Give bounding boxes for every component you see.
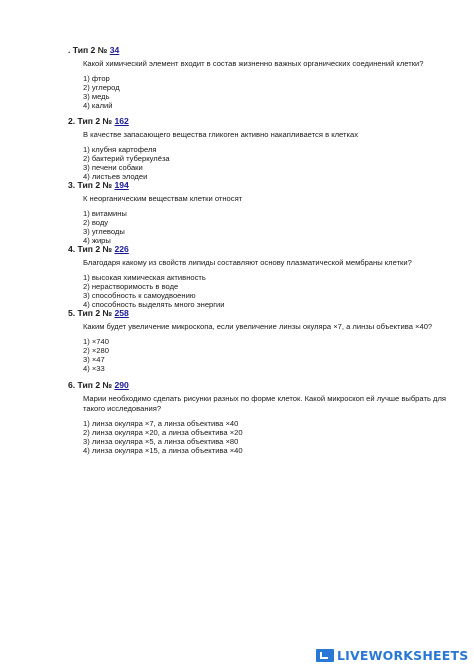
question-6-option-1: 1) линза окуляра ×7, а линза объектива ×40: [83, 419, 239, 429]
question-5-header: 5. Тип 2 № 258: [68, 308, 129, 318]
question-2-options: [83, 146, 446, 181]
question-3-option-3: 3) углеводы: [83, 226, 125, 236]
question-5: [68, 308, 446, 373]
question-4-option-1: 1) высокая химическая активность: [83, 273, 206, 283]
liveworksheets-logo-icon: [316, 649, 334, 662]
question-3-header: 3. Тип 2 № 194: [68, 180, 129, 190]
question-4-option-3: 3) способность к самоудвоению: [83, 290, 196, 300]
question-5-text: Каким будет увеличение микроскопа, если увеличение линзы окуляра ×7, а линзы объектива ×40?: [83, 322, 433, 331]
question-5-option-4: 4) ×33: [83, 363, 105, 373]
question-2-option-2: 2) бактерий туберкулёза: [83, 154, 170, 163]
question-1-option-1: 1) фтор: [83, 74, 110, 84]
question-5-option-3: 3) ×47: [83, 354, 105, 364]
question-6-option-4: 4) линза окуляра ×15, а линза объектива ×40: [83, 445, 243, 455]
question-2: [68, 116, 446, 181]
question-3-option-4: 4) жиры: [83, 235, 111, 245]
question-3-options: [83, 210, 446, 245]
question-4: [68, 244, 446, 309]
question-1: [68, 45, 446, 110]
question-6-header: 6. Тип 2 № 290: [68, 380, 129, 390]
question-5-options: [83, 338, 446, 373]
question-6-options: [83, 420, 446, 455]
question-4-text: Благодаря какому из свойств липиды составляют основу плазматической мембраны клетки?: [83, 258, 412, 267]
question-2-option-4: 4) листьев элодеи: [83, 171, 148, 181]
question-5-number-link[interactable]: 258: [114, 308, 129, 318]
question-4-header: 4. Тип 2 № 226: [68, 244, 129, 254]
question-1-text: Какой химический элемент входит в состав жизненно важных органических соединений клетки?: [83, 59, 424, 68]
question-3-option-1: 1) витамины: [83, 209, 127, 219]
question-2-text: В качестве запасающего вещества гликоген активно накапливается в клетках: [83, 130, 359, 139]
question-2-option-1: 1) клубня картофеля: [83, 145, 157, 155]
question-4-options: [83, 274, 446, 309]
question-1-option-4: 4) калий: [83, 100, 113, 110]
question-1-option-3: 3) медь: [83, 91, 110, 101]
question-4-option-4: 4) способность выделять много энергии: [83, 299, 225, 309]
question-1-number-link[interactable]: 34: [109, 45, 120, 55]
liveworksheets-logo: [316, 648, 468, 663]
question-2-number-link[interactable]: 162: [114, 116, 129, 126]
question-6-text: Марии необходимо сделать рисунки разных по форме клеток. Какой микроскоп ей лучше выбрать для такого исследования?: [83, 394, 446, 414]
question-3-text: К неорганическим веществам клетки относят: [83, 194, 243, 203]
question-3-number-link[interactable]: 194: [114, 180, 129, 190]
question-3: [68, 180, 446, 245]
question-1-options: [83, 75, 446, 110]
question-6: [68, 380, 446, 456]
question-5-option-2: 2) ×280: [83, 346, 109, 355]
question-6-option-3: 3) линза окуляра ×5, а линза объектива ×80: [83, 437, 239, 446]
liveworksheets-logo-text: LIVEWORKSHEETS: [337, 648, 469, 663]
question-3-option-2: 2) воду: [83, 218, 109, 227]
question-1-option-2: 2) углерод: [83, 83, 120, 92]
question-5-option-1: 1) ×740: [83, 337, 109, 347]
question-6-option-2: 2) линза окуляра ×20, а линза объектива ×20: [83, 428, 243, 438]
question-4-option-2: 2) нерастворимость в воде: [83, 282, 179, 291]
question-2-option-3: 3) печени собаки: [83, 162, 143, 172]
question-2-header: 2. Тип 2 № 162: [68, 116, 129, 126]
question-6-number-link[interactable]: 290: [114, 380, 129, 390]
question-1-header: . Тип 2 № 34: [68, 45, 120, 55]
question-4-number-link[interactable]: 226: [114, 244, 129, 254]
